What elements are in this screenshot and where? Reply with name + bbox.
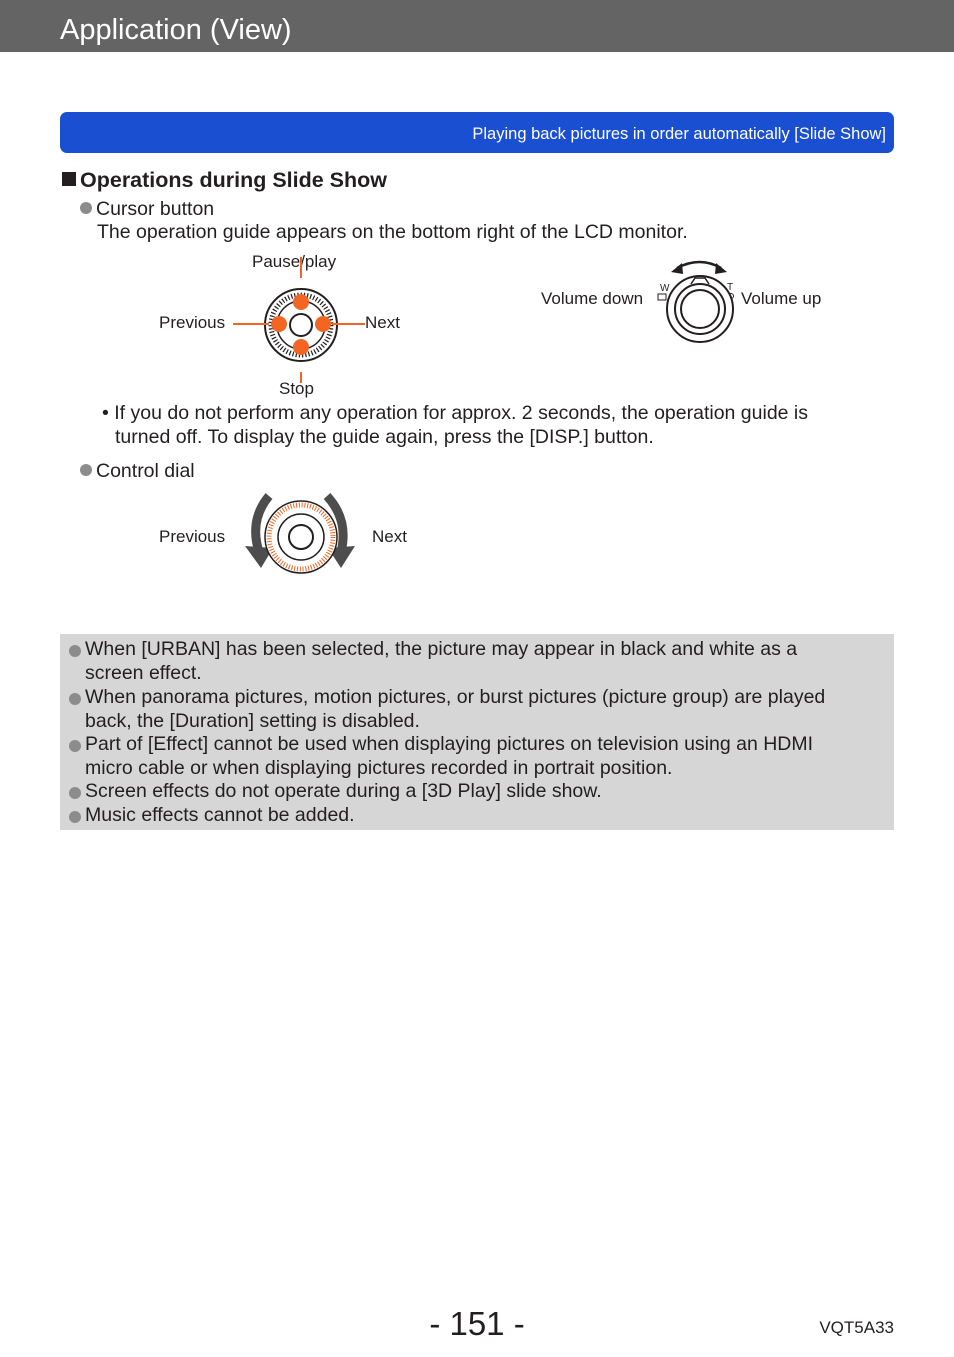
section-heading-text: Operations during Slide Show xyxy=(80,168,387,192)
zoom-lever-diagram xyxy=(655,254,745,349)
bullet-dot-icon xyxy=(80,464,92,476)
zoom-arrow-left-head xyxy=(671,263,683,274)
note-text: micro cable or when displaying pictures recorded in portrait position. xyxy=(85,756,673,779)
control-dial-title xyxy=(80,459,195,483)
cursor-right-dot xyxy=(315,316,331,332)
control-dial-title-text: Control dial xyxy=(96,460,195,482)
note-item xyxy=(68,804,888,828)
section-heading xyxy=(60,167,387,193)
note-item xyxy=(68,686,888,733)
section-bar xyxy=(60,112,894,153)
bullet-dot-icon xyxy=(69,811,81,823)
dial-center-button xyxy=(289,525,313,549)
note-text: Part of [Effect] cannot be used when displaying pictures on television using an HDMI xyxy=(85,733,814,755)
note-text: back, the [Duration] setting is disabled. xyxy=(85,709,420,732)
note-item xyxy=(68,733,888,780)
zoom-arrow-right-head xyxy=(715,263,727,274)
cursor-down-dot xyxy=(293,339,309,355)
label-pause-play: Pause/play xyxy=(252,252,337,271)
section-bar-text: Playing back pictures in order automatically [Slide Show] xyxy=(472,125,886,143)
wide-icon xyxy=(658,294,666,300)
cursor-left-dot xyxy=(271,316,287,332)
label-next: Next xyxy=(365,313,400,332)
t-mark: T xyxy=(727,282,734,293)
notes-box xyxy=(60,634,894,830)
header-title: Application (View) xyxy=(60,14,292,46)
note-item xyxy=(68,638,888,685)
bullet-dot-icon xyxy=(69,645,81,657)
label-volume-down: Volume down xyxy=(541,289,644,308)
label-volume-up: Volume up xyxy=(741,289,822,308)
dial-label-next: Next xyxy=(372,527,407,546)
bullet-dot-icon xyxy=(69,740,81,752)
shutter-button xyxy=(681,290,719,328)
note-text: Screen effects do not operate during a [3D Play] slide show. xyxy=(85,780,602,802)
bullet-dot-icon xyxy=(69,693,81,705)
control-dial-diagram xyxy=(237,490,367,580)
note-text: screen effect. xyxy=(85,661,202,684)
note-item xyxy=(68,780,888,804)
page-number: - 151 - xyxy=(429,1305,525,1342)
cursor-center-button xyxy=(290,314,312,336)
cursor-button-title xyxy=(80,197,214,221)
cursor-button-title-text: Cursor button xyxy=(96,198,215,220)
bullet-dot-icon xyxy=(80,202,92,214)
note-text: When [URBAN] has been selected, the picture may appear in black and white as a xyxy=(85,638,798,660)
cursor-up-dot xyxy=(293,294,309,310)
bullet-dot-icon xyxy=(69,787,81,799)
cursor-note-line1: • If you do not perform any operation for approx. 2 seconds, the operation guide is xyxy=(102,402,809,424)
zoom-arrow-arc xyxy=(677,262,721,268)
w-mark: W xyxy=(660,283,670,294)
cursor-note-line2: turned off. To display the guide again, press the [DISP.] button. xyxy=(115,426,654,448)
cursor-button-desc: The operation guide appears on the bottom right of the LCD monitor. xyxy=(97,221,688,243)
label-previous: Previous xyxy=(159,313,226,332)
note-text: Music effects cannot be added. xyxy=(85,804,355,826)
label-stop: Stop xyxy=(279,379,314,398)
page-header xyxy=(0,0,954,52)
dial-label-previous: Previous xyxy=(159,527,226,546)
note-text: When panorama pictures, motion pictures, or burst pictures (picture group) are played xyxy=(85,686,826,708)
document-code: VQT5A33 xyxy=(819,1318,894,1337)
cursor-button-diagram xyxy=(231,255,371,395)
square-bullet-icon xyxy=(62,172,76,186)
